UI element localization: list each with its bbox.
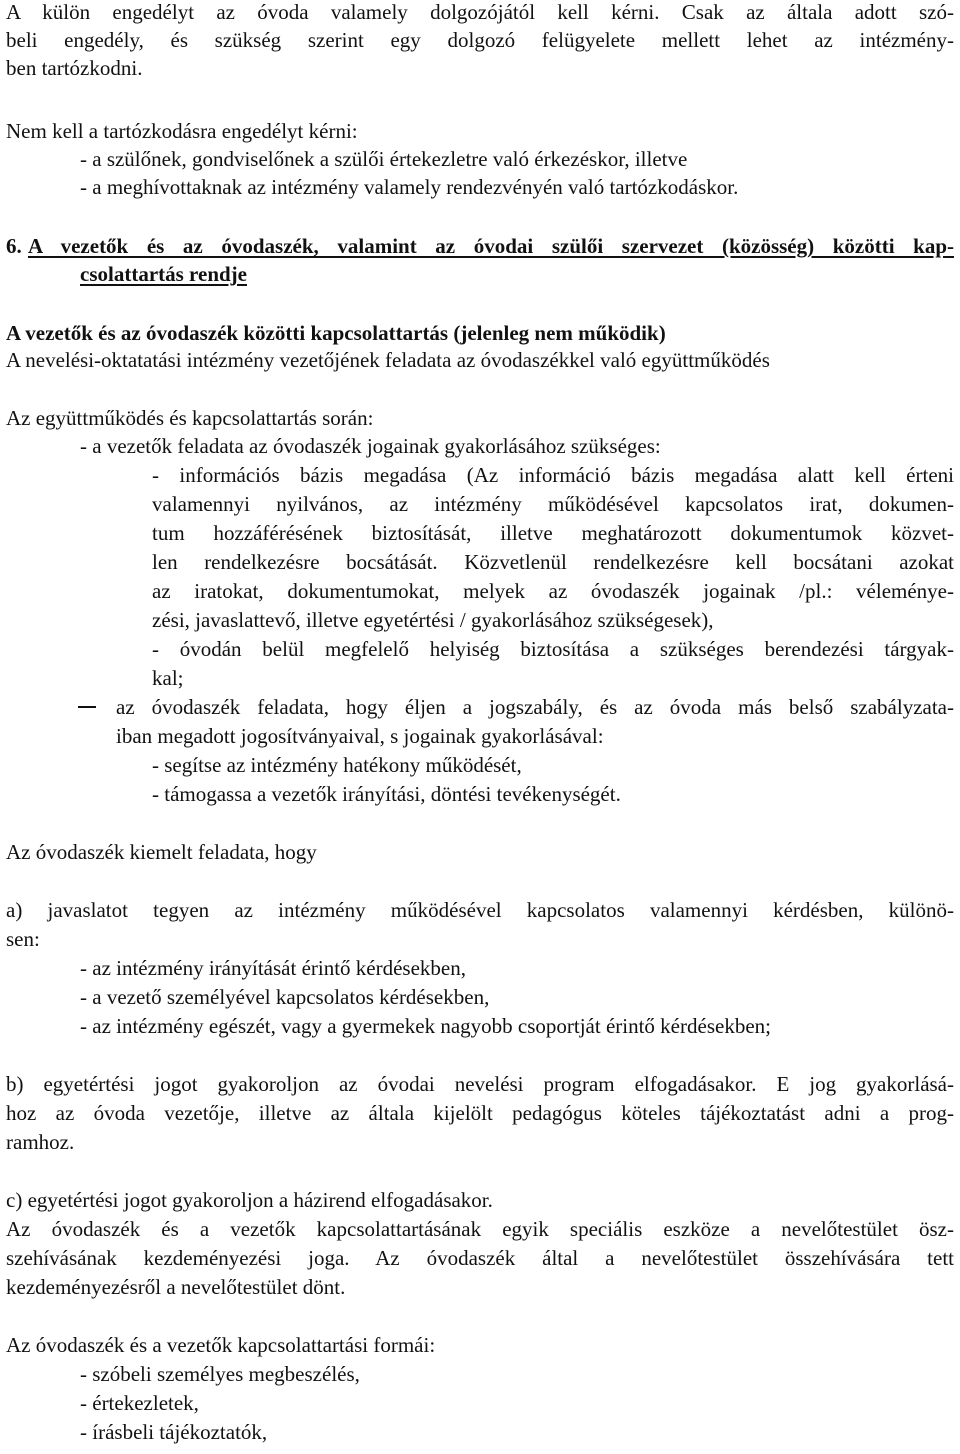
special-line-1: Az óvodaszék és a vezetők kapcsolattartásának egyik speciális eszköze a nevelőtestület ösz- — [6, 1217, 954, 1241]
info-basis-line-5: az iratokat, dokumentumokat, melyek az óvodaszék jogainak /pl.: véleménye- — [152, 579, 954, 603]
forms-item-2: - értekezletek, — [80, 1391, 199, 1415]
task-a-line-1: a) javaslatot tegyen az intézmény működésével kapcsolatos valamennyi kérdésben, különö- — [6, 898, 954, 922]
dash-bullet — [78, 706, 96, 708]
board-duty-line-2: iban megadott jogosítványaival, s jogainak gyakorlásával: — [116, 724, 604, 748]
intro-line-1: A külön engedélyt az óvoda valamely dolgozójától kell kérni. Csak az általa adott szó- — [6, 0, 954, 24]
intro-line-3: ben tartózkodni. — [6, 56, 143, 80]
exemption-lead: Nem kell a tartózkodásra engedélyt kérni: — [6, 119, 358, 143]
task-a-item-3: - az intézmény egészét, vagy a gyermekek nagyobb csoportját érintő kérdésekben; — [80, 1014, 771, 1038]
info-basis-line-3: tum hozzáférésének biztosítását, illetve meghatározott dokumentumok közvet- — [152, 521, 954, 545]
info-basis-line-4: len rendelkezésre bocsátását. Közvetlenül rendelkezésre kell bocsátani azokat — [152, 550, 954, 574]
board-duty-line-1: az óvodaszék feladata, hogy éljen a jogszabály, és az óvoda más belső szabályzata- — [116, 695, 954, 719]
forms-item-3: - írásbeli tájékoztatók, — [80, 1420, 268, 1444]
section-subheading: A vezetők és az óvodaszék közötti kapcsolattartás (jelenleg nem működik) — [6, 321, 666, 345]
tasks-lead: Az óvodaszék kiemelt feladata, hogy — [6, 840, 317, 864]
exemption-item-1: - a szülőnek, gondviselőnek a szülői értekezletre való érkezéskor, illetve — [80, 147, 688, 171]
room-provision-line-1: - óvodán belül megfelelő helyiség biztosítása a szükséges berendezési tárgyak- — [152, 637, 954, 661]
section-sub-intro: A nevelési-oktatatási intézmény vezetőjének feladata az óvodaszékkel való együttműködés — [6, 348, 770, 372]
task-a-item-2: - a vezető személyével kapcsolatos kérdésekben, — [80, 985, 490, 1009]
cooperation-item-1: - a vezetők feladata az óvodaszék jogainak gyakorlásához szükséges: — [80, 434, 661, 458]
info-basis-line-1: - információs bázis megadása (Az információ bázis megadása alatt kell érteni — [152, 463, 954, 487]
section-title-line-1: A vezetők és az óvodaszék, valamint az óvodai szülői szervezet (közösség) közötti kap- — [28, 234, 954, 258]
exemption-item-2: - a meghívottaknak az intézmény valamely rendezvényén való tartózkodáskor. — [80, 175, 739, 199]
task-b-line-3: ramhoz. — [6, 1130, 75, 1154]
task-c-line: c) egyetértési jogot gyakoroljon a házirend elfogadásakor. — [6, 1188, 493, 1212]
task-a-line-2: sen: — [6, 927, 40, 951]
section-number: 6. — [6, 234, 22, 258]
room-provision-line-2: kal; — [152, 666, 184, 690]
special-line-2: szehívásának kezdeményezési joga. Az óvodaszék által a nevelőtestület összehívására tett — [6, 1246, 954, 1270]
special-line-3: kezdeményezésről a nevelőtestület dönt. — [6, 1275, 346, 1299]
forms-lead: Az óvodaszék és a vezetők kapcsolattartási formái: — [6, 1333, 436, 1357]
task-b-line-2: hoz az óvoda vezetője, illetve az általa kijelölt pedagógus köteles tájékoztatást adni a prog- — [6, 1101, 954, 1125]
info-basis-line-6: zési, javaslattevő, illetve egyetértési / gyakorlásához szükségesek), — [152, 608, 714, 632]
intro-line-2: beli engedély, és szükség szerint egy dolgozó felügyelete mellett lehet az intézmény- — [6, 28, 954, 52]
task-b-line-1: b) egyetértési jogot gyakoroljon az óvodai nevelési program elfogadásakor. E jog gyakorlásá- — [6, 1072, 954, 1096]
info-basis-line-2: valamennyi nyilvános, az intézmény működésével kapcsolatos irat, dokumen- — [152, 492, 954, 516]
forms-item-1: - szóbeli személyes megbeszélés, — [80, 1362, 360, 1386]
task-a-item-1: - az intézmény irányítását érintő kérdésekben, — [80, 956, 466, 980]
cooperation-lead: Az együttműködés és kapcsolattartás során: — [6, 406, 374, 430]
section-title-line-2: csolattartás rendje — [80, 262, 247, 286]
board-duty-sub-2: - támogassa a vezetők irányítási, döntési tevékenységét. — [152, 782, 621, 806]
board-duty-sub-1: - segítse az intézmény hatékony működését, — [152, 753, 522, 777]
